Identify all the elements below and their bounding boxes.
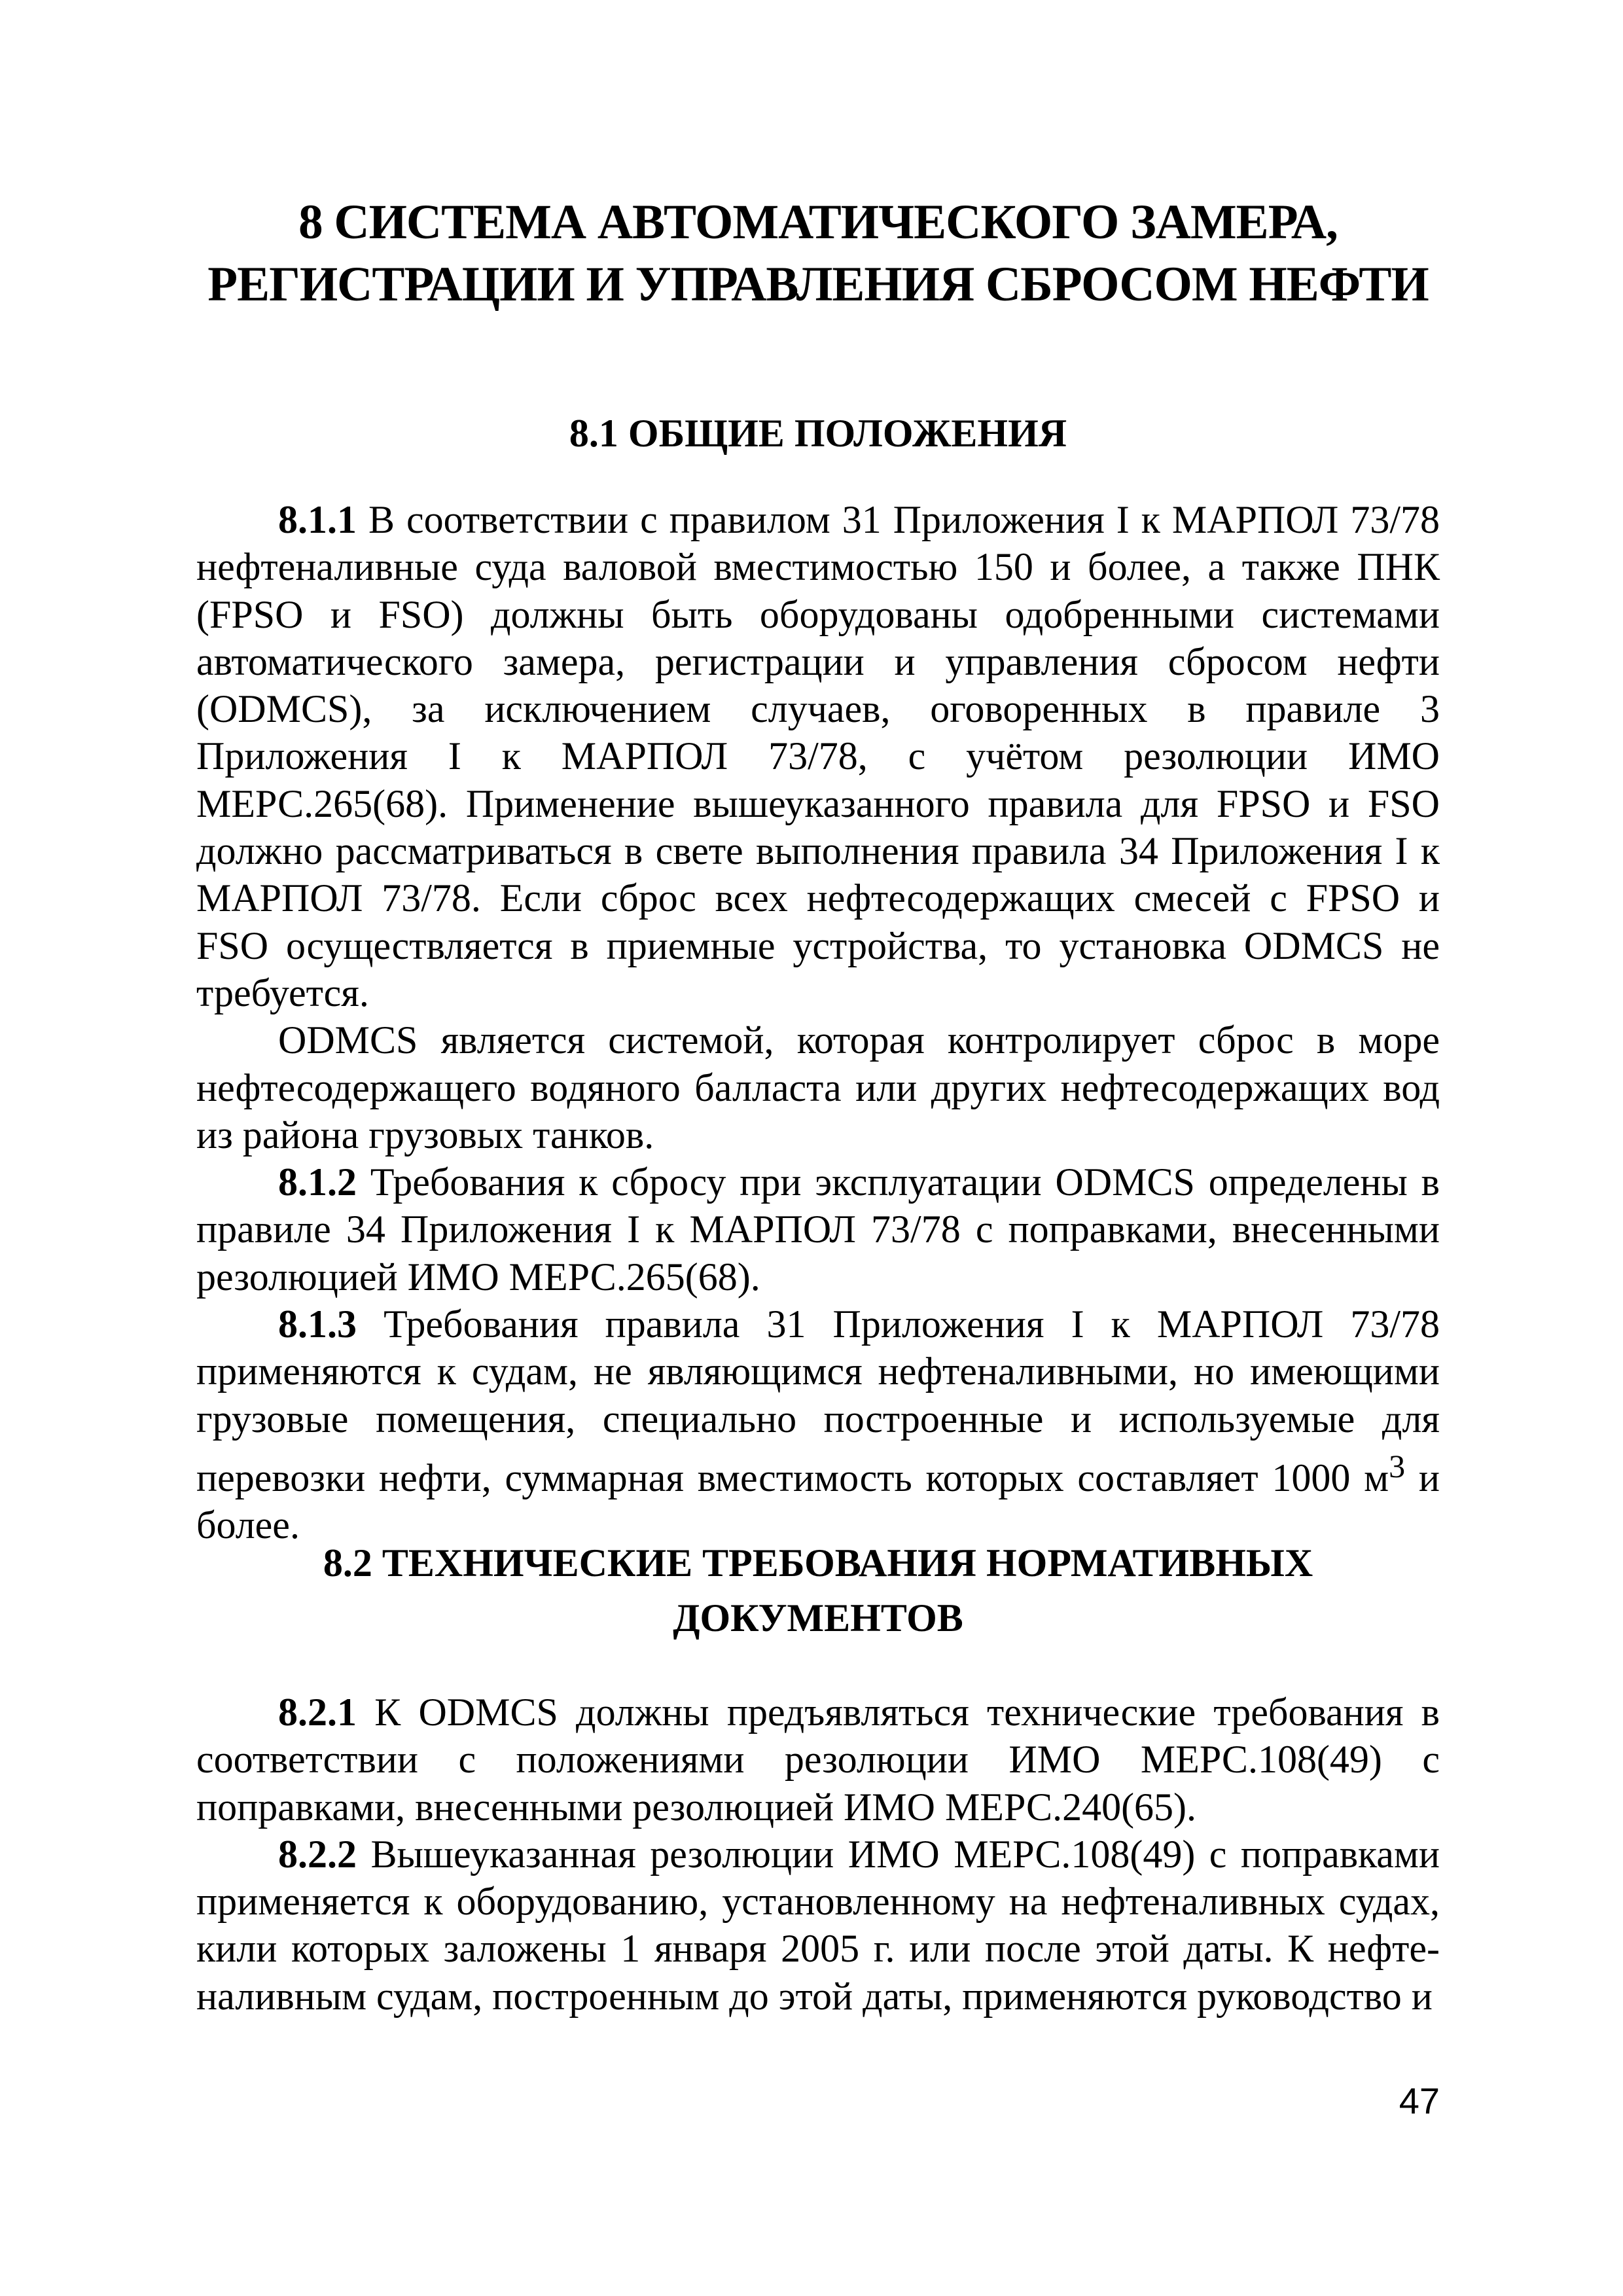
clause-text: Требования к сбросу при эксплуатации ODMCS определены в правиле 34 Приложения I к МАРПОЛ 73/78 с поправками, внесенными резолюцией ИМО МЕРС.265(68).: [196, 1160, 1440, 1299]
paragraph-8-1-2: [196, 1158, 1440, 1300]
chapter-title-line1: 8 СИСТЕМА АВТОМАТИЧЕСКОГО ЗАМЕРА,: [298, 195, 1338, 249]
clause-number: 8.1.1: [278, 498, 357, 541]
document-page: [196, 0, 1440, 2296]
section-8-2-title: [196, 1535, 1440, 1645]
paragraph-8-2-2: [196, 1831, 1440, 2020]
section-8-2-title-line1: 8.2 ТЕХНИЧЕСКИЕ ТРЕБОВАНИЯ НОРМАТИВНЫХ: [323, 1541, 1313, 1585]
section-8-1-body: [196, 496, 1440, 1549]
clause-text: Вышеуказанная резолюции ИМО МЕРС.108(49) с поправками применяется к оборудованию, установленному на нефтеналивных судах, кили которых заложены 1 января 2005 г. или после этой даты. К нефтеналивным судам, построенным до этой даты, применяются руководство и: [196, 1832, 1440, 2018]
clause-number: 8.1.2: [278, 1160, 357, 1204]
section-8-1-title: 8.1 ОБЩИЕ ПОЛОЖЕНИЯ: [569, 412, 1067, 455]
paragraph-8-2-1: [196, 1689, 1440, 1831]
paragraph-8-1-3: [196, 1300, 1440, 1549]
clause-text-tail: и более.: [196, 1456, 1440, 1547]
paragraph-8-1-1: [196, 496, 1440, 1016]
page-number: 47: [1399, 2080, 1440, 2121]
clause-text: К ODMCS должны предъявляться технические требования в соответствии с положениями резолюции ИМО МЕРС.108(49) с поправками, внесенными резолюцией ИМО МЕРС.240(65).: [196, 1691, 1440, 1829]
section-8-2-title-line2: ДОКУМЕНТОВ: [673, 1596, 963, 1640]
clause-text: Требования правила 31 Приложения I к МАРПОЛ 73/78 применяются к судам, не являющимся нефтеналивными, но имеющими грузовые помещения, специально построенные и используемые для перевозки нефти, суммарная вместимость которых составляет 1000 м: [196, 1302, 1440, 1499]
clause-number: 8.2.2: [278, 1832, 357, 1876]
clause-number: 8.1.3: [278, 1302, 357, 1346]
superscript-exponent: 3: [1389, 1447, 1406, 1484]
section-8-2-body: [196, 1689, 1440, 2020]
chapter-title: [196, 191, 1440, 315]
chapter-title-line2: РЕГИСТРАЦИИ И УПРАВЛЕНИЯ СБРОСОМ НЕФТИ: [207, 257, 1429, 312]
paragraph-odmcs-definition: ODMCS является системой, которая контролирует сброс в море нефтесодержащего водяного балласта или других нефтесодержащих вод из района грузовых танков.: [196, 1018, 1440, 1157]
clause-text: В соответствии с правилом 31 Приложения I к МАРПОЛ 73/78 нефтеналивные суда валовой вместимостью 150 и более, а также ПНК (FPSO и FSO) должны быть оборудованы одобренными системами автоматического замера, регистрации и управления сбросом нефти (ODMCS), за исключением случаев, оговоренных в правиле 3 Приложения I к МАРПОЛ 73/78, с учётом резолюции ИМО МЕРС.265(68). Применение вышеуказанного правила для FPSO и FSO должно рассматриваться в свете выполнения правила 34 Приложения I к МАРПОЛ 73/78. Если сброс всех нефтесодержащих смесей с FPSO и FSO осуществляется в приемные устройства, то установка ODMCS не требуется.: [196, 498, 1440, 1014]
clause-number: 8.2.1: [278, 1691, 357, 1734]
